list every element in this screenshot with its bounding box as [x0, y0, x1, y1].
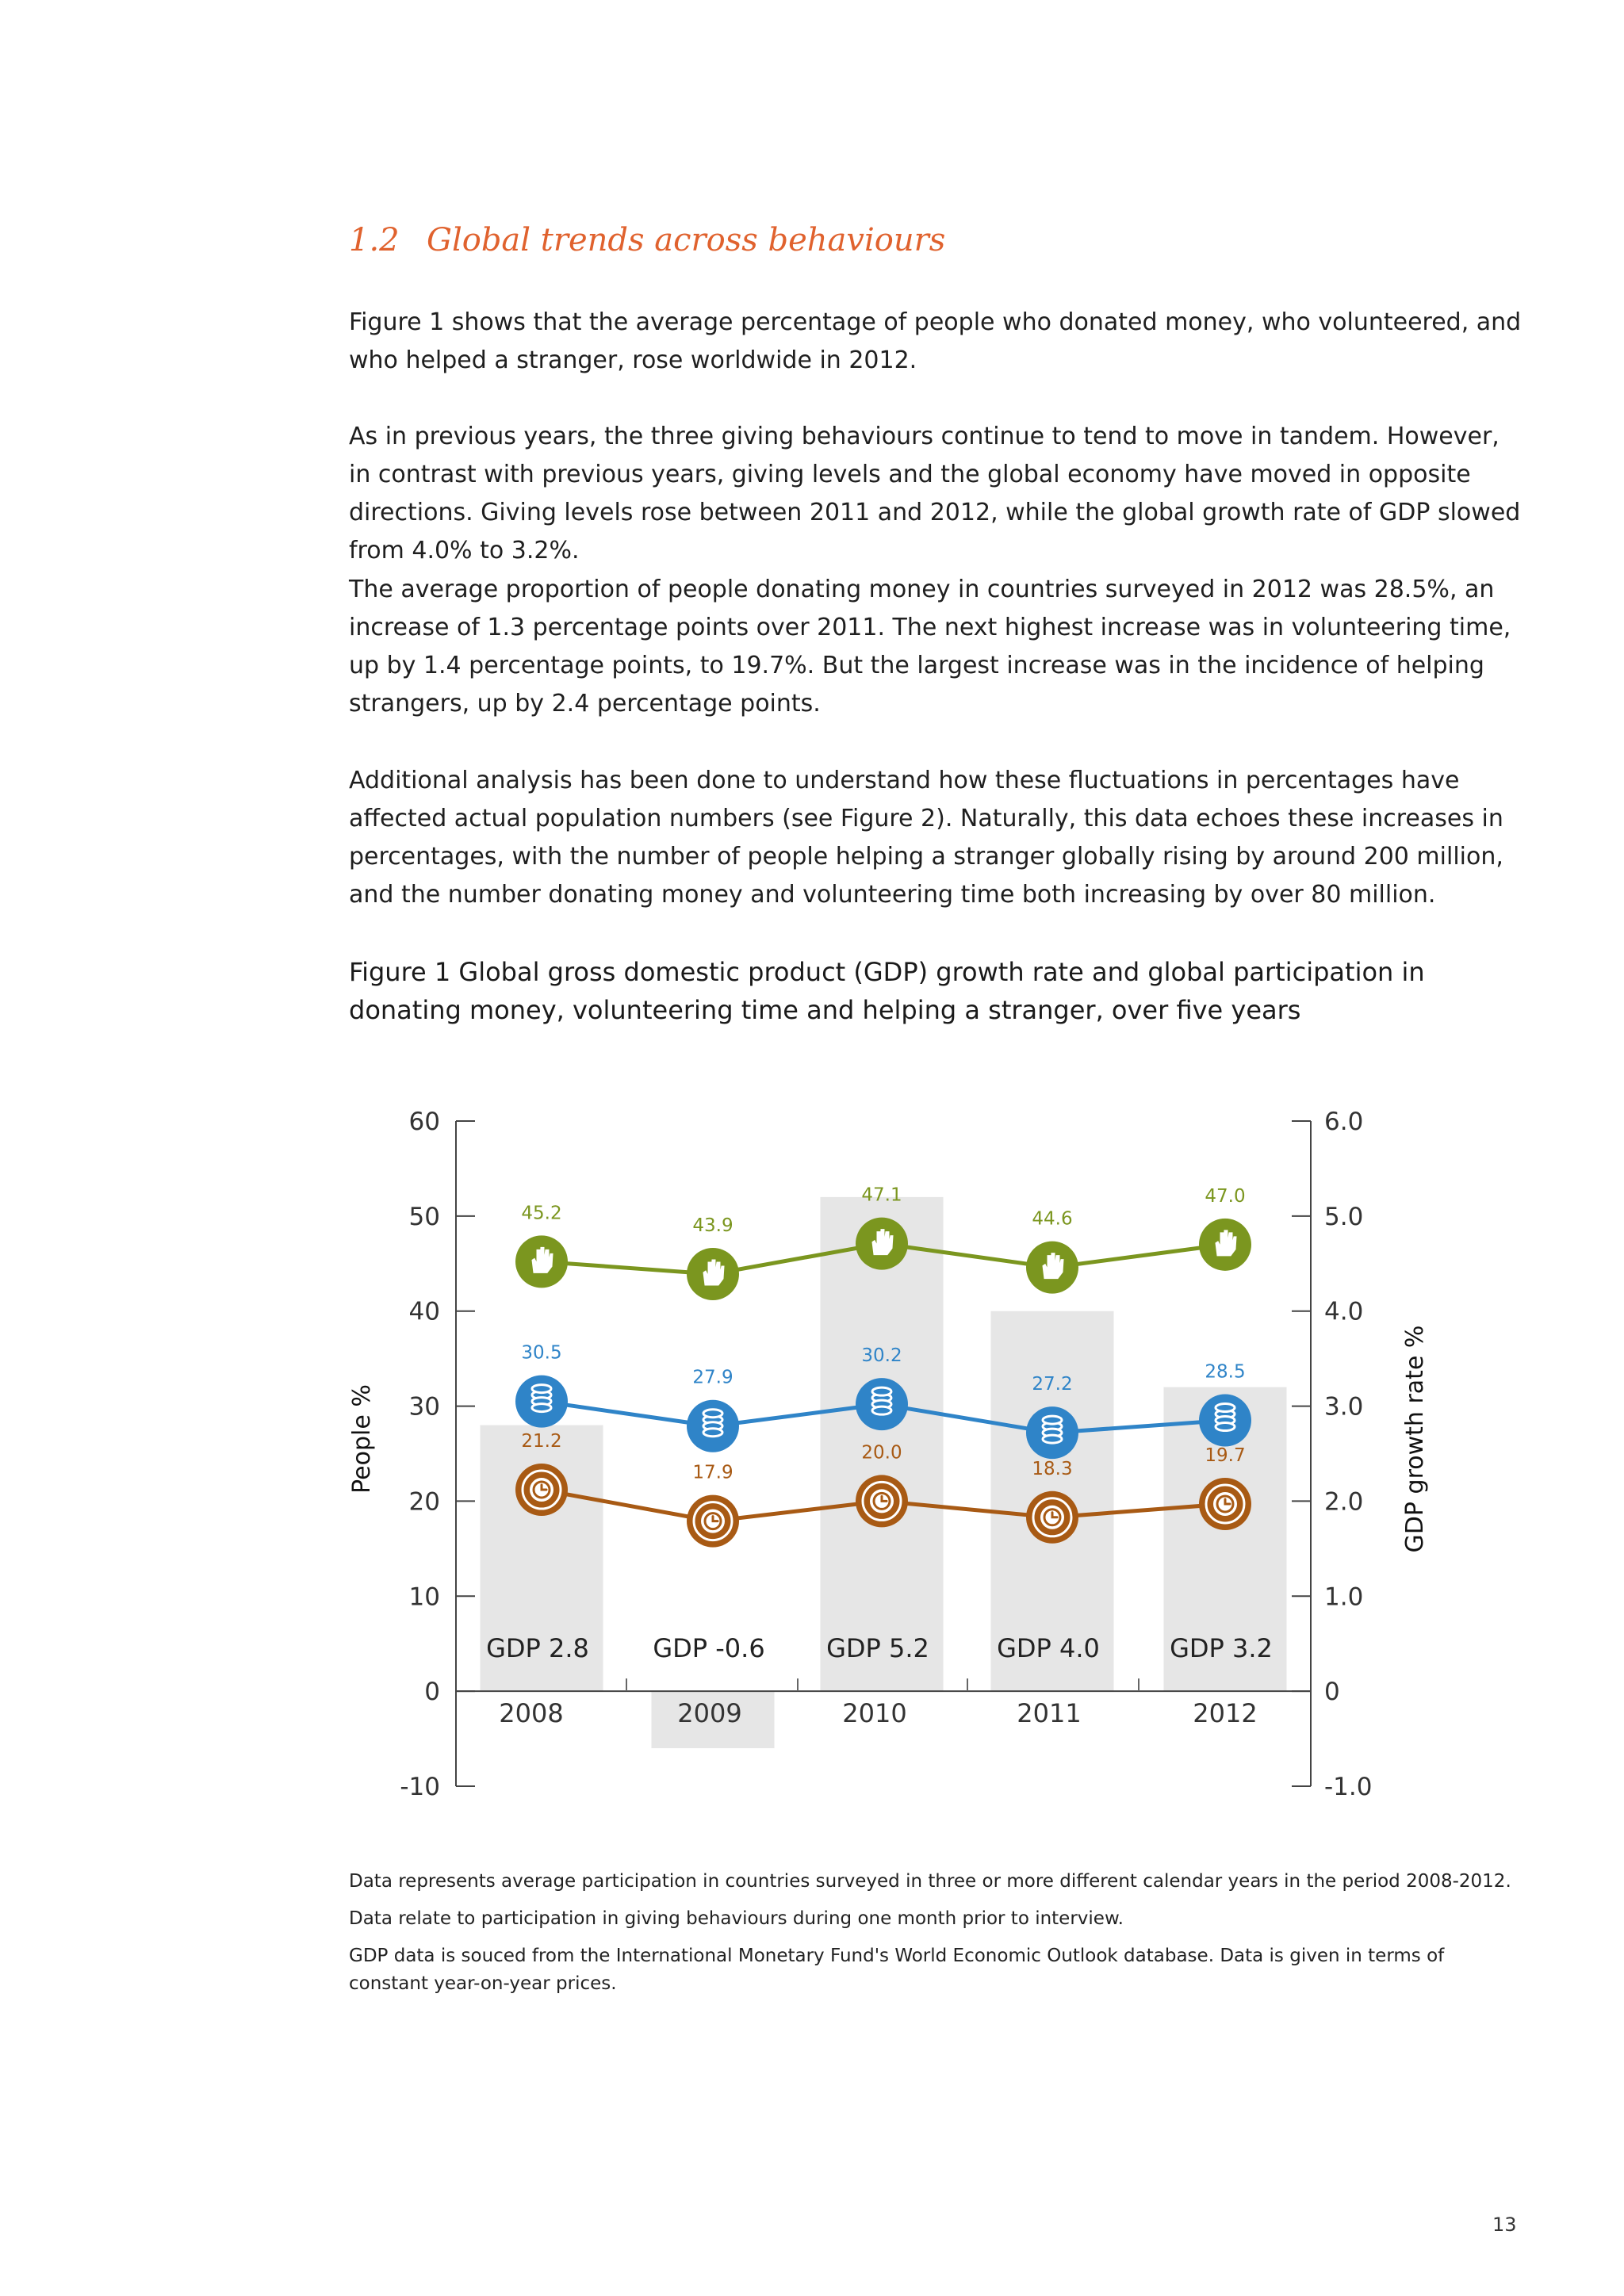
coin — [872, 1387, 891, 1395]
coin — [1043, 1416, 1062, 1424]
coin — [532, 1385, 551, 1393]
coin — [872, 1406, 891, 1414]
data-label: 27.9 — [692, 1367, 733, 1388]
left-axis-title: People % — [348, 1384, 376, 1494]
data-label: 20.0 — [861, 1442, 902, 1464]
x-tick-label-2010: 2010 — [842, 1698, 907, 1728]
gdp-label-2009: GDP -0.6 — [653, 1633, 765, 1663]
data-label: 47.0 — [1205, 1185, 1246, 1207]
figure-title: Figure 1 Global gross domestic product (GDP) growth rate and global participation in donating money, volunteering time and helping a stranger, over five years — [349, 957, 1425, 1025]
gdp-label-2008: GDP 2.8 — [486, 1633, 589, 1663]
clock-icon — [870, 1489, 894, 1513]
gdp-label-2012: GDP 3.2 — [1170, 1633, 1273, 1663]
coin — [532, 1404, 551, 1412]
clock-icon — [530, 1478, 553, 1502]
data-label: 27.2 — [1032, 1374, 1073, 1395]
paragraph-4: Additional analysis has been done to understand how these fluctuations in percentages have affected actual population numbers (see Figure 2). Naturally, this data echoes these increases in percentages, with the number of people helping a stranger globally rising by around 200 million, and the number donating money and volunteering time both increasing by over 80 million. — [349, 767, 1503, 909]
page-number: 13 — [1492, 2214, 1517, 2236]
data-label: 17.9 — [692, 1462, 733, 1483]
clock-icon — [1213, 1492, 1237, 1516]
section-number: 1.2 — [349, 222, 400, 258]
right-tick-label: 6.0 — [1324, 1108, 1364, 1136]
clock-icon — [1040, 1506, 1064, 1529]
right-tick-label: 0 — [1324, 1678, 1340, 1707]
note-2: Data relate to participation in giving behaviours during one month prior to interview. — [349, 1908, 1124, 1929]
paragraph-1: Figure 1 shows that the average percentage of people who donated money, who volunteered, and who helped a stranger, rose worldwide in 2012. — [349, 308, 1522, 374]
note-1: Data represents average participation in countries surveyed in three or more different calendar years in the period 2008-2012. — [349, 1871, 1511, 1892]
coin — [1216, 1423, 1235, 1431]
coin — [703, 1410, 722, 1418]
right-tick-label: 3.0 — [1324, 1392, 1364, 1422]
gdp-label-2010: GDP 5.2 — [826, 1633, 929, 1663]
left-tick-label: 50 — [408, 1202, 440, 1231]
data-label: 47.1 — [861, 1184, 902, 1206]
right-tick-label: -1.0 — [1324, 1773, 1373, 1801]
gdp-label-2011: GDP 4.0 — [997, 1633, 1100, 1663]
coins-icon — [872, 1387, 891, 1414]
coins-icon — [703, 1410, 722, 1437]
left-tick-label: -10 — [400, 1773, 440, 1801]
data-label: 45.2 — [521, 1203, 562, 1224]
clock-icon — [701, 1510, 725, 1533]
coins-icon — [1216, 1404, 1235, 1431]
left-tick-label: 30 — [408, 1392, 440, 1422]
data-label: 19.7 — [1205, 1445, 1246, 1467]
coin — [703, 1429, 722, 1437]
section-title: Global trends across behaviours — [427, 222, 946, 258]
x-tick-label-2009: 2009 — [677, 1698, 742, 1728]
figure-notes — [349, 1868, 1522, 2007]
right-axis-title: GDP growth rate % — [1401, 1325, 1429, 1553]
x-tick-label-2011: 2011 — [1017, 1698, 1082, 1728]
left-tick-label: 0 — [424, 1678, 440, 1707]
right-tick-label: 2.0 — [1324, 1487, 1364, 1517]
right-tick-label: 5.0 — [1324, 1202, 1364, 1231]
coin — [1043, 1435, 1062, 1443]
right-tick-label: 1.0 — [1324, 1582, 1364, 1612]
left-tick-label: 20 — [408, 1487, 440, 1517]
right-tick-label: 4.0 — [1324, 1297, 1364, 1326]
data-label: 21.2 — [521, 1431, 562, 1452]
data-label: 28.5 — [1205, 1361, 1246, 1383]
data-label: 30.2 — [861, 1345, 902, 1367]
coins-icon — [1043, 1416, 1062, 1443]
data-label: 44.6 — [1032, 1208, 1073, 1230]
data-label: 30.5 — [521, 1342, 562, 1364]
paragraph-2: As in previous years, the three giving behaviours continue to tend to move in tandem. However, in contrast with previous years, giving levels and the global economy have moved in opposite directions. Giving levels rose between 2011 and 2012, while the global growth rate of GDP slowed from 4.0% to 3.2%. — [349, 423, 1521, 564]
paragraph-3: The average proportion of people donating money in countries surveyed in 2012 was 28.5%, an increase of 1.3 percentage points over 2011. The next highest increase was in volunteering time, up by 1.4 percentage points, to 19.7%. But the largest increase was in the incidence of helping strangers, up by 2.4 percentage points. — [349, 576, 1511, 718]
x-tick-label-2012: 2012 — [1193, 1698, 1258, 1728]
note-3: GDP data is souced from the International Monetary Fund's World Economic Outlook database. Data is given in terms of constant year-on-year prices. — [349, 1946, 1445, 1994]
coin — [1216, 1404, 1235, 1412]
x-tick-label-2008: 2008 — [499, 1698, 564, 1728]
data-label: 18.3 — [1032, 1458, 1073, 1479]
left-tick-label: 60 — [408, 1108, 440, 1136]
left-tick-label: 10 — [408, 1582, 440, 1612]
data-label: 43.9 — [692, 1215, 733, 1236]
coins-icon — [532, 1385, 551, 1412]
left-tick-label: 40 — [408, 1297, 440, 1326]
